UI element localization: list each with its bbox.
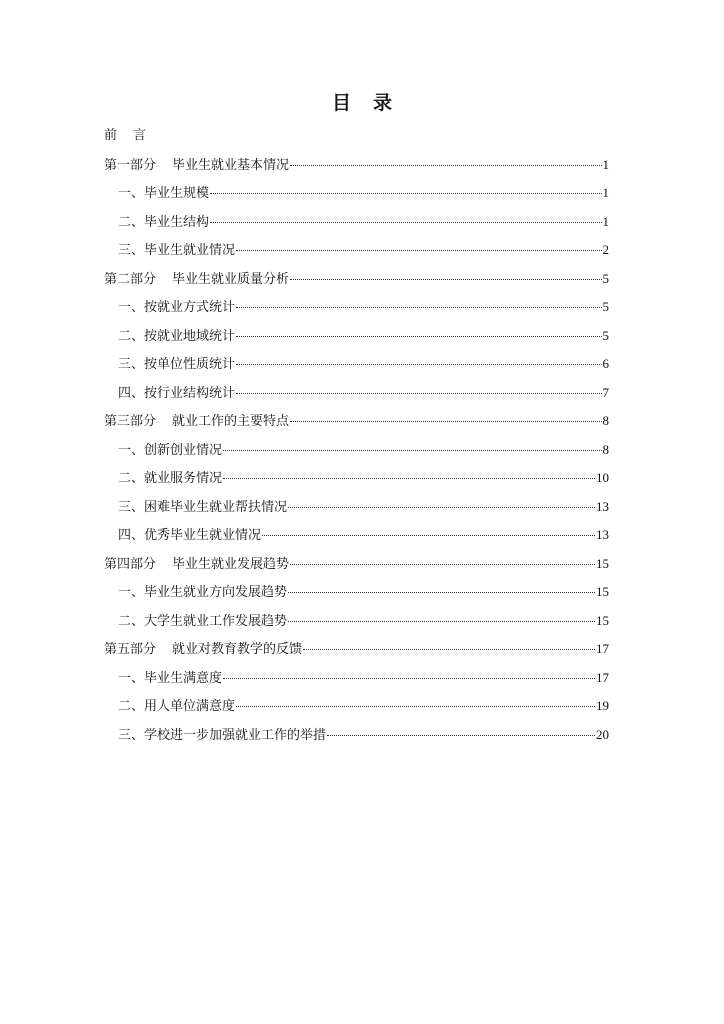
toc-entry-label xyxy=(118,494,287,523)
toc-entry-label xyxy=(118,579,287,608)
toc-entry-text: 毕业生就业基本情况 xyxy=(172,157,290,173)
toc-section-entry[interactable] xyxy=(104,521,609,550)
toc-entry-label xyxy=(118,608,287,637)
toc-entry-text: 四、按行业结构统计 xyxy=(118,385,236,401)
toc-part-number: 第三部分 xyxy=(104,414,157,429)
dot-leader xyxy=(236,364,601,365)
toc-entry-text: 一、毕业生规模 xyxy=(118,186,210,201)
toc-entry-text: 四、优秀毕业生就业情况 xyxy=(118,528,262,543)
toc-entry-text: 二、用人单位满意度 xyxy=(118,699,236,714)
toc-entry-label xyxy=(104,266,289,295)
toc-entry-text: 三、按单位性质统计 xyxy=(118,357,236,372)
toc-page-number: 1 xyxy=(602,213,609,229)
toc-entry-label xyxy=(118,693,235,722)
toc-section-entry[interactable] xyxy=(104,179,609,208)
toc-page-number: 17 xyxy=(596,669,609,685)
toc-section-entry[interactable] xyxy=(104,464,609,493)
toc-page-number: 2 xyxy=(602,242,609,257)
toc-entry-text: 三、困难毕业生就业帮扶情况 xyxy=(118,499,288,515)
toc-entry-label xyxy=(118,237,235,266)
toc-entry-text: 三、毕业生就业情况 xyxy=(118,243,236,258)
toc-entry-text: 一、创新创业情况 xyxy=(118,442,223,458)
dot-leader xyxy=(236,336,601,337)
toc-entry-label xyxy=(118,323,235,352)
preface-char-2: 言 xyxy=(133,128,147,143)
toc-page-number: 1 xyxy=(602,156,609,172)
toc-entry-label xyxy=(104,152,289,181)
toc-page-number: 15 xyxy=(596,555,609,571)
toc-entry-label xyxy=(118,209,209,238)
dot-leader xyxy=(327,735,595,736)
toc-entry-label xyxy=(118,437,222,466)
dot-leader xyxy=(290,279,601,280)
toc-entry-label xyxy=(118,465,222,494)
dot-leader xyxy=(236,250,601,251)
title-char-1: 目 xyxy=(331,92,351,114)
toc-page-number: 20 xyxy=(596,726,609,742)
toc-part-entry[interactable] xyxy=(104,265,609,294)
toc-part-number: 第四部分 xyxy=(104,556,157,572)
toc-entry-label xyxy=(118,351,235,380)
toc-page-number: 15 xyxy=(596,612,609,628)
dot-leader xyxy=(236,393,601,394)
toc-page-number: 7 xyxy=(602,384,609,400)
toc-section-entry[interactable] xyxy=(104,379,609,408)
toc-entry-label xyxy=(118,180,209,209)
toc-entry-text: 二、就业服务情况 xyxy=(118,471,223,486)
toc-entry-label xyxy=(118,522,261,551)
toc-entry-label xyxy=(104,408,289,437)
toc-section-entry[interactable] xyxy=(104,293,609,322)
dot-leader xyxy=(262,535,595,536)
toc-page-number: 5 xyxy=(602,270,609,286)
toc-section-entry[interactable] xyxy=(104,578,609,607)
toc-entry-text: 毕业生就业质量分析 xyxy=(172,271,290,287)
toc-page-number: 8 xyxy=(602,413,609,428)
dot-leader xyxy=(303,649,595,650)
toc-entry-label xyxy=(118,380,235,409)
toc-part-number: 第一部分 xyxy=(104,157,157,173)
dot-leader xyxy=(288,507,595,508)
toc-page-number: 5 xyxy=(602,299,609,314)
dot-leader xyxy=(236,307,601,308)
toc-part-entry[interactable] xyxy=(104,151,609,180)
toc-page-number: 10 xyxy=(596,470,609,485)
toc-entry-label xyxy=(118,722,326,751)
toc-page-number: 19 xyxy=(596,698,609,713)
toc-page-number: 8 xyxy=(602,441,609,457)
toc-entry-text: 一、毕业生就业方向发展趋势 xyxy=(118,585,288,600)
table-of-contents xyxy=(104,122,609,749)
toc-preface[interactable] xyxy=(104,122,609,151)
toc-section-entry[interactable] xyxy=(104,208,609,237)
toc-page-number: 13 xyxy=(596,498,609,514)
toc-part-entry[interactable] xyxy=(104,407,609,436)
dot-leader xyxy=(210,222,601,223)
toc-section-entry[interactable] xyxy=(104,436,609,465)
dot-leader xyxy=(236,706,595,707)
toc-page-number: 5 xyxy=(602,327,609,343)
toc-preface-label xyxy=(104,122,146,151)
toc-page-number: 17 xyxy=(596,641,609,656)
toc-entry-text: 就业工作的主要特点 xyxy=(172,414,290,429)
toc-page-number: 6 xyxy=(602,356,609,371)
toc-section-entry[interactable] xyxy=(104,692,609,721)
toc-part-entry[interactable] xyxy=(104,550,609,579)
toc-entry-text: 二、毕业生结构 xyxy=(118,214,210,230)
toc-entries xyxy=(104,151,609,750)
dot-leader xyxy=(223,478,595,479)
toc-part-entry[interactable] xyxy=(104,635,609,664)
page-title xyxy=(0,88,724,115)
dot-leader xyxy=(290,165,601,166)
toc-page-number: 1 xyxy=(602,185,609,200)
toc-entry-text: 一、毕业生满意度 xyxy=(118,670,223,686)
toc-part-number: 第二部分 xyxy=(104,271,157,287)
toc-entry-label xyxy=(104,636,302,665)
toc-section-entry[interactable] xyxy=(104,350,609,379)
toc-section-entry[interactable] xyxy=(104,493,609,522)
dot-leader xyxy=(223,450,601,451)
dot-leader xyxy=(288,592,595,593)
toc-entry-label xyxy=(118,665,222,694)
preface-char-1: 前 xyxy=(104,128,118,143)
toc-section-entry[interactable] xyxy=(104,721,609,750)
toc-entry-label xyxy=(104,551,289,580)
dot-leader xyxy=(210,193,601,194)
dot-leader xyxy=(290,564,595,565)
toc-page-number: 13 xyxy=(596,527,609,542)
toc-entry-text: 就业对教育教学的反馈 xyxy=(172,642,303,657)
toc-entry-text: 三、学校进一步加强就业工作的举措 xyxy=(118,727,327,743)
toc-entry-label xyxy=(118,294,235,323)
toc-page-number: 15 xyxy=(596,584,609,599)
dot-leader xyxy=(223,678,595,679)
toc-entry-text: 二、按就业地域统计 xyxy=(118,328,236,344)
toc-section-entry[interactable] xyxy=(104,236,609,265)
toc-section-entry[interactable] xyxy=(104,664,609,693)
dot-leader xyxy=(290,421,601,422)
toc-part-number: 第五部分 xyxy=(104,642,157,657)
title-char-2: 录 xyxy=(373,92,393,114)
toc-section-entry[interactable] xyxy=(104,607,609,636)
toc-entry-text: 二、大学生就业工作发展趋势 xyxy=(118,613,288,629)
toc-entry-text: 毕业生就业发展趋势 xyxy=(172,556,290,572)
toc-entry-text: 一、按就业方式统计 xyxy=(118,300,236,315)
dot-leader xyxy=(288,621,595,622)
toc-section-entry[interactable] xyxy=(104,322,609,351)
